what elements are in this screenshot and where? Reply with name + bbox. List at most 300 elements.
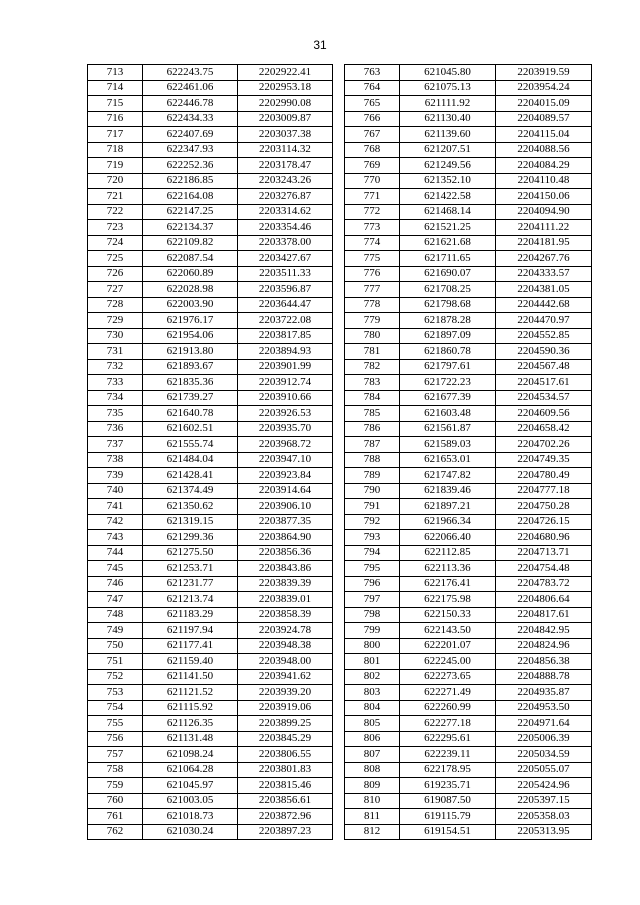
x-coordinate-cell: 622060.89 <box>143 266 238 282</box>
y-coordinate-cell: 2204806.64 <box>496 592 592 608</box>
y-coordinate-cell: 2204590.36 <box>496 344 592 360</box>
point-number-cell: 735 <box>88 406 143 422</box>
point-number-cell: 747 <box>88 592 143 608</box>
x-coordinate-cell: 621115.92 <box>143 700 238 716</box>
table-row <box>88 778 333 794</box>
x-coordinate-cell: 621711.65 <box>400 251 496 267</box>
x-coordinate-cell: 621690.07 <box>400 266 496 282</box>
point-number-cell: 748 <box>88 607 143 623</box>
table-row <box>345 499 592 515</box>
y-coordinate-cell: 2204609.56 <box>496 406 592 422</box>
x-coordinate-cell: 621621.68 <box>400 235 496 251</box>
x-coordinate-cell: 622277.18 <box>400 716 496 732</box>
point-number-cell: 790 <box>345 483 400 499</box>
x-coordinate-cell: 622066.40 <box>400 530 496 546</box>
point-number-cell: 802 <box>345 669 400 685</box>
x-coordinate-cell: 622243.75 <box>143 65 238 81</box>
table-row <box>345 592 592 608</box>
y-coordinate-cell: 2204658.42 <box>496 421 592 437</box>
point-number-cell: 789 <box>345 468 400 484</box>
point-number-cell: 785 <box>345 406 400 422</box>
y-coordinate-cell: 2204750.28 <box>496 499 592 515</box>
y-coordinate-cell: 2204842.95 <box>496 623 592 639</box>
table-row <box>88 499 333 515</box>
y-coordinate-cell: 2204115.04 <box>496 127 592 143</box>
x-coordinate-cell: 621139.60 <box>400 127 496 143</box>
point-number-cell: 725 <box>88 251 143 267</box>
x-coordinate-cell: 619235.71 <box>400 778 496 794</box>
y-coordinate-cell: 2203806.55 <box>238 747 333 763</box>
x-coordinate-cell: 622164.08 <box>143 189 238 205</box>
point-number-cell: 781 <box>345 344 400 360</box>
point-number-cell: 795 <box>345 561 400 577</box>
x-coordinate-cell: 621030.24 <box>143 824 238 840</box>
x-coordinate-cell: 622201.07 <box>400 638 496 654</box>
table-row <box>88 762 333 778</box>
y-coordinate-cell: 2203843.86 <box>238 561 333 577</box>
point-number-cell: 745 <box>88 561 143 577</box>
y-coordinate-cell: 2204726.15 <box>496 514 592 530</box>
point-number-cell: 805 <box>345 716 400 732</box>
point-number-cell: 810 <box>345 793 400 809</box>
table-row <box>88 623 333 639</box>
x-coordinate-cell: 621045.80 <box>400 65 496 81</box>
point-number-cell: 724 <box>88 235 143 251</box>
table-row <box>345 235 592 251</box>
table-row <box>88 173 333 189</box>
x-coordinate-cell: 622150.33 <box>400 607 496 623</box>
table-row <box>88 731 333 747</box>
table-row <box>88 235 333 251</box>
y-coordinate-cell: 2204780.49 <box>496 468 592 484</box>
table-row <box>88 390 333 406</box>
x-coordinate-cell: 621159.40 <box>143 654 238 670</box>
y-coordinate-cell: 2204817.61 <box>496 607 592 623</box>
x-coordinate-cell: 621098.24 <box>143 747 238 763</box>
y-coordinate-cell: 2204267.76 <box>496 251 592 267</box>
table-row <box>345 390 592 406</box>
x-coordinate-cell: 621428.41 <box>143 468 238 484</box>
point-number-cell: 758 <box>88 762 143 778</box>
table-row <box>88 344 333 360</box>
table-row <box>345 297 592 313</box>
y-coordinate-cell: 2204749.35 <box>496 452 592 468</box>
table-row <box>345 344 592 360</box>
x-coordinate-cell: 621319.15 <box>143 514 238 530</box>
point-number-cell: 793 <box>345 530 400 546</box>
x-coordinate-cell: 621299.36 <box>143 530 238 546</box>
point-number-cell: 778 <box>345 297 400 313</box>
table-row <box>88 96 333 112</box>
x-coordinate-cell: 621130.40 <box>400 111 496 127</box>
point-number-cell: 783 <box>345 375 400 391</box>
point-number-cell: 723 <box>88 220 143 236</box>
point-number-cell: 746 <box>88 576 143 592</box>
y-coordinate-cell: 2203897.23 <box>238 824 333 840</box>
table-row <box>88 65 333 81</box>
x-coordinate-cell: 621878.28 <box>400 313 496 329</box>
table-row <box>345 282 592 298</box>
y-coordinate-cell: 2203314.62 <box>238 204 333 220</box>
x-coordinate-cell: 621897.09 <box>400 328 496 344</box>
table-row <box>88 700 333 716</box>
point-number-cell: 794 <box>345 545 400 561</box>
point-number-cell: 757 <box>88 747 143 763</box>
table-row <box>345 220 592 236</box>
x-coordinate-cell: 621521.25 <box>400 220 496 236</box>
point-number-cell: 744 <box>88 545 143 561</box>
x-coordinate-cell: 621177.41 <box>143 638 238 654</box>
y-coordinate-cell: 2203354.46 <box>238 220 333 236</box>
y-coordinate-cell: 2204089.57 <box>496 111 592 127</box>
point-number-cell: 773 <box>345 220 400 236</box>
point-number-cell: 721 <box>88 189 143 205</box>
x-coordinate-cell: 621275.50 <box>143 545 238 561</box>
table-row <box>88 80 333 96</box>
y-coordinate-cell: 2204754.48 <box>496 561 592 577</box>
table-row <box>88 282 333 298</box>
point-number-cell: 718 <box>88 142 143 158</box>
point-number-cell: 736 <box>88 421 143 437</box>
table-row <box>345 731 592 747</box>
table-row <box>88 266 333 282</box>
x-coordinate-cell: 621913.80 <box>143 344 238 360</box>
point-number-cell: 752 <box>88 669 143 685</box>
point-number-cell: 733 <box>88 375 143 391</box>
y-coordinate-cell: 2203839.01 <box>238 592 333 608</box>
y-coordinate-cell: 2205358.03 <box>496 809 592 825</box>
point-number-cell: 740 <box>88 483 143 499</box>
x-coordinate-cell: 622028.98 <box>143 282 238 298</box>
table-row <box>345 747 592 763</box>
x-coordinate-cell: 622239.11 <box>400 747 496 763</box>
table-row <box>345 685 592 701</box>
table-row <box>88 793 333 809</box>
x-coordinate-cell: 622461.06 <box>143 80 238 96</box>
point-number-cell: 742 <box>88 514 143 530</box>
y-coordinate-cell: 2203923.84 <box>238 468 333 484</box>
table-row <box>88 483 333 499</box>
table-row <box>345 127 592 143</box>
point-number-cell: 734 <box>88 390 143 406</box>
x-coordinate-cell: 621183.29 <box>143 607 238 623</box>
y-coordinate-cell: 2205034.59 <box>496 747 592 763</box>
point-number-cell: 714 <box>88 80 143 96</box>
x-coordinate-cell: 621798.68 <box>400 297 496 313</box>
table-row <box>88 406 333 422</box>
y-coordinate-cell: 2203948.00 <box>238 654 333 670</box>
table-row <box>88 158 333 174</box>
table-row <box>345 700 592 716</box>
y-coordinate-cell: 2203899.25 <box>238 716 333 732</box>
x-coordinate-cell: 621603.48 <box>400 406 496 422</box>
point-number-cell: 761 <box>88 809 143 825</box>
table-row <box>88 220 333 236</box>
x-coordinate-cell: 621860.78 <box>400 344 496 360</box>
x-coordinate-cell: 621653.01 <box>400 452 496 468</box>
x-coordinate-cell: 621422.58 <box>400 189 496 205</box>
x-coordinate-cell: 621893.67 <box>143 359 238 375</box>
table-row <box>88 142 333 158</box>
y-coordinate-cell: 2204567.48 <box>496 359 592 375</box>
x-coordinate-cell: 622003.90 <box>143 297 238 313</box>
point-number-cell: 738 <box>88 452 143 468</box>
y-coordinate-cell: 2204702.26 <box>496 437 592 453</box>
point-number-cell: 737 <box>88 437 143 453</box>
point-number-cell: 716 <box>88 111 143 127</box>
y-coordinate-cell: 2204333.57 <box>496 266 592 282</box>
x-coordinate-cell: 621722.23 <box>400 375 496 391</box>
y-coordinate-cell: 2204971.64 <box>496 716 592 732</box>
point-number-cell: 730 <box>88 328 143 344</box>
point-number-cell: 732 <box>88 359 143 375</box>
point-number-cell: 782 <box>345 359 400 375</box>
table-row <box>345 328 592 344</box>
point-number-cell: 741 <box>88 499 143 515</box>
point-number-cell: 755 <box>88 716 143 732</box>
coordinates-table-right <box>344 64 592 840</box>
x-coordinate-cell: 621111.92 <box>400 96 496 112</box>
y-coordinate-cell: 2204783.72 <box>496 576 592 592</box>
table-row <box>88 824 333 840</box>
y-coordinate-cell: 2203839.39 <box>238 576 333 592</box>
y-coordinate-cell: 2203178.47 <box>238 158 333 174</box>
x-coordinate-cell: 621739.27 <box>143 390 238 406</box>
y-coordinate-cell: 2204552.85 <box>496 328 592 344</box>
point-number-cell: 765 <box>345 96 400 112</box>
point-number-cell: 800 <box>345 638 400 654</box>
x-coordinate-cell: 621141.50 <box>143 669 238 685</box>
point-number-cell: 796 <box>345 576 400 592</box>
point-number-cell: 751 <box>88 654 143 670</box>
x-coordinate-cell: 622347.93 <box>143 142 238 158</box>
table-row <box>345 173 592 189</box>
y-coordinate-cell: 2205397.15 <box>496 793 592 809</box>
point-number-cell: 788 <box>345 452 400 468</box>
point-number-cell: 777 <box>345 282 400 298</box>
x-coordinate-cell: 622175.98 <box>400 592 496 608</box>
point-number-cell: 729 <box>88 313 143 329</box>
x-coordinate-cell: 621484.04 <box>143 452 238 468</box>
point-number-cell: 811 <box>345 809 400 825</box>
y-coordinate-cell: 2204935.87 <box>496 685 592 701</box>
x-coordinate-cell: 622245.00 <box>400 654 496 670</box>
table-row <box>345 266 592 282</box>
x-coordinate-cell: 619115.79 <box>400 809 496 825</box>
point-number-cell: 786 <box>345 421 400 437</box>
point-number-cell: 812 <box>345 824 400 840</box>
x-coordinate-cell: 621589.03 <box>400 437 496 453</box>
y-coordinate-cell: 2203947.10 <box>238 452 333 468</box>
y-coordinate-cell: 2204381.05 <box>496 282 592 298</box>
y-coordinate-cell: 2203511.33 <box>238 266 333 282</box>
table-row <box>88 716 333 732</box>
y-coordinate-cell: 2203037.38 <box>238 127 333 143</box>
table-row <box>345 65 592 81</box>
y-coordinate-cell: 2205055.07 <box>496 762 592 778</box>
table-row <box>345 716 592 732</box>
point-number-cell: 801 <box>345 654 400 670</box>
table-row <box>345 142 592 158</box>
x-coordinate-cell: 621602.51 <box>143 421 238 437</box>
x-coordinate-cell: 622109.82 <box>143 235 238 251</box>
point-number-cell: 766 <box>345 111 400 127</box>
x-coordinate-cell: 621954.06 <box>143 328 238 344</box>
x-coordinate-cell: 621121.52 <box>143 685 238 701</box>
point-number-cell: 743 <box>88 530 143 546</box>
table-row <box>345 96 592 112</box>
x-coordinate-cell: 622113.36 <box>400 561 496 577</box>
table-row <box>88 111 333 127</box>
y-coordinate-cell: 2203941.62 <box>238 669 333 685</box>
point-number-cell: 759 <box>88 778 143 794</box>
point-number-cell: 731 <box>88 344 143 360</box>
point-number-cell: 799 <box>345 623 400 639</box>
point-number-cell: 770 <box>345 173 400 189</box>
point-number-cell: 769 <box>345 158 400 174</box>
x-coordinate-cell: 621003.05 <box>143 793 238 809</box>
y-coordinate-cell: 2203914.64 <box>238 483 333 499</box>
table-row <box>345 375 592 391</box>
y-coordinate-cell: 2204111.22 <box>496 220 592 236</box>
y-coordinate-cell: 2203276.87 <box>238 189 333 205</box>
x-coordinate-cell: 621966.34 <box>400 514 496 530</box>
y-coordinate-cell: 2205006.39 <box>496 731 592 747</box>
y-coordinate-cell: 2204534.57 <box>496 390 592 406</box>
table-row <box>88 437 333 453</box>
y-coordinate-cell: 2203901.99 <box>238 359 333 375</box>
table-row <box>88 251 333 267</box>
table-row <box>345 762 592 778</box>
point-number-cell: 809 <box>345 778 400 794</box>
x-coordinate-cell: 622446.78 <box>143 96 238 112</box>
point-number-cell: 713 <box>88 65 143 81</box>
y-coordinate-cell: 2205424.96 <box>496 778 592 794</box>
point-number-cell: 779 <box>345 313 400 329</box>
table-row <box>88 452 333 468</box>
table-row <box>345 809 592 825</box>
y-coordinate-cell: 2204856.38 <box>496 654 592 670</box>
point-number-cell: 749 <box>88 623 143 639</box>
x-coordinate-cell: 622260.99 <box>400 700 496 716</box>
point-number-cell: 719 <box>88 158 143 174</box>
point-number-cell: 717 <box>88 127 143 143</box>
x-coordinate-cell: 622112.85 <box>400 545 496 561</box>
point-number-cell: 722 <box>88 204 143 220</box>
point-number-cell: 767 <box>345 127 400 143</box>
table-row <box>88 375 333 391</box>
y-coordinate-cell: 2203910.66 <box>238 390 333 406</box>
table-row <box>88 204 333 220</box>
x-coordinate-cell: 621708.25 <box>400 282 496 298</box>
y-coordinate-cell: 2203856.61 <box>238 793 333 809</box>
x-coordinate-cell: 621374.49 <box>143 483 238 499</box>
table-row <box>345 158 592 174</box>
point-number-cell: 803 <box>345 685 400 701</box>
table-row <box>345 669 592 685</box>
y-coordinate-cell: 2203722.08 <box>238 313 333 329</box>
table-row <box>88 576 333 592</box>
table-row <box>345 638 592 654</box>
y-coordinate-cell: 2204953.50 <box>496 700 592 716</box>
point-number-cell: 753 <box>88 685 143 701</box>
x-coordinate-cell: 622273.65 <box>400 669 496 685</box>
table-row <box>88 607 333 623</box>
x-coordinate-cell: 621249.56 <box>400 158 496 174</box>
table-row <box>345 545 592 561</box>
point-number-cell: 791 <box>345 499 400 515</box>
y-coordinate-cell: 2203954.24 <box>496 80 592 96</box>
table-row <box>88 638 333 654</box>
table-row <box>88 669 333 685</box>
table-row <box>345 793 592 809</box>
table-row <box>88 468 333 484</box>
point-number-cell: 750 <box>88 638 143 654</box>
table-row <box>345 313 592 329</box>
x-coordinate-cell: 622186.85 <box>143 173 238 189</box>
point-number-cell: 771 <box>345 189 400 205</box>
table-row <box>88 359 333 375</box>
y-coordinate-cell: 2203935.70 <box>238 421 333 437</box>
table-row <box>88 313 333 329</box>
point-number-cell: 797 <box>345 592 400 608</box>
table-row <box>88 685 333 701</box>
y-coordinate-cell: 2204110.48 <box>496 173 592 189</box>
table-row <box>345 778 592 794</box>
y-coordinate-cell: 2203114.32 <box>238 142 333 158</box>
point-number-cell: 727 <box>88 282 143 298</box>
y-coordinate-cell: 2203948.38 <box>238 638 333 654</box>
x-coordinate-cell: 621555.74 <box>143 437 238 453</box>
y-coordinate-cell: 2203596.87 <box>238 282 333 298</box>
y-coordinate-cell: 2204088.56 <box>496 142 592 158</box>
point-number-cell: 763 <box>345 65 400 81</box>
y-coordinate-cell: 2203801.83 <box>238 762 333 778</box>
x-coordinate-cell: 622087.54 <box>143 251 238 267</box>
y-coordinate-cell: 2203912.74 <box>238 375 333 391</box>
y-coordinate-cell: 2203919.59 <box>496 65 592 81</box>
table-row <box>345 359 592 375</box>
y-coordinate-cell: 2204517.61 <box>496 375 592 391</box>
y-coordinate-cell: 2203968.72 <box>238 437 333 453</box>
y-coordinate-cell: 2203926.53 <box>238 406 333 422</box>
x-coordinate-cell: 621835.36 <box>143 375 238 391</box>
y-coordinate-cell: 2204150.06 <box>496 189 592 205</box>
table-row <box>345 561 592 577</box>
x-coordinate-cell: 621131.48 <box>143 731 238 747</box>
x-coordinate-cell: 621207.51 <box>400 142 496 158</box>
table-row <box>88 530 333 546</box>
x-coordinate-cell: 621897.21 <box>400 499 496 515</box>
table-row <box>88 545 333 561</box>
y-coordinate-cell: 2203864.90 <box>238 530 333 546</box>
x-coordinate-cell: 622178.95 <box>400 762 496 778</box>
x-coordinate-cell: 621640.78 <box>143 406 238 422</box>
y-coordinate-cell: 2204094.90 <box>496 204 592 220</box>
x-coordinate-cell: 622143.50 <box>400 623 496 639</box>
y-coordinate-cell: 2203894.93 <box>238 344 333 360</box>
table-row <box>345 483 592 499</box>
point-number-cell: 768 <box>345 142 400 158</box>
y-coordinate-cell: 2203924.78 <box>238 623 333 639</box>
point-number-cell: 739 <box>88 468 143 484</box>
table-row <box>345 421 592 437</box>
y-coordinate-cell: 2204015.09 <box>496 96 592 112</box>
table-row <box>345 468 592 484</box>
x-coordinate-cell: 621075.13 <box>400 80 496 96</box>
y-coordinate-cell: 2204824.96 <box>496 638 592 654</box>
point-number-cell: 715 <box>88 96 143 112</box>
